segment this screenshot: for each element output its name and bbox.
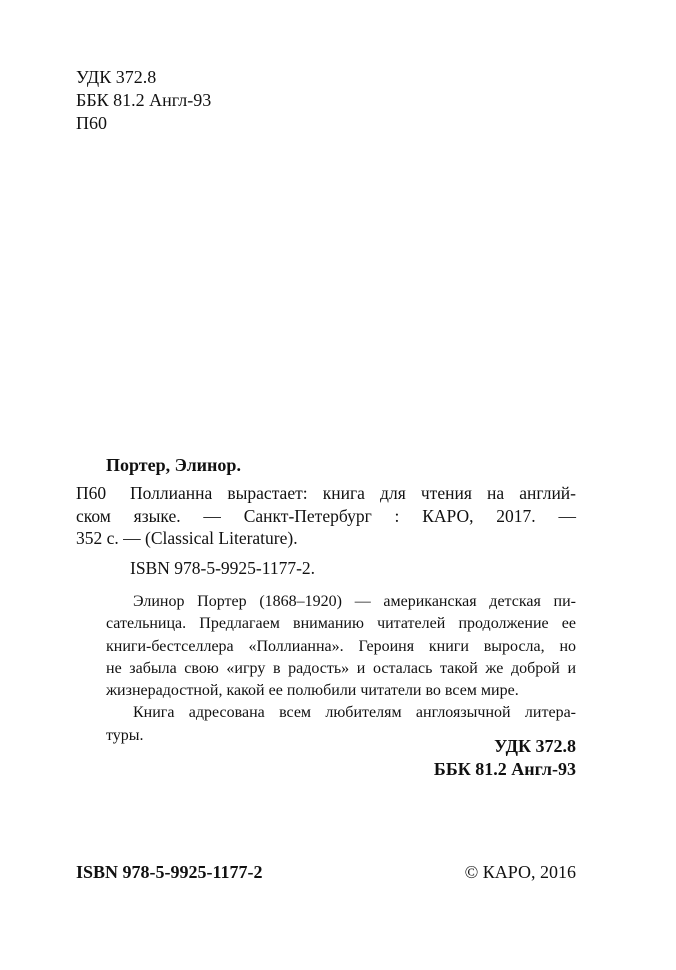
annotation-line: Книга адресована всем любителям англоязычной литера- bbox=[133, 704, 576, 722]
annotation-line: книги-бестселлера «Поллианна». Героиня книги выросла, но bbox=[106, 637, 576, 655]
annotation-line: Элинор Портер (1868–1920) — американская детская пи- bbox=[133, 593, 576, 610]
card-author-sign: П60 bbox=[76, 483, 107, 503]
udk-code: УДК 372.8 bbox=[76, 67, 157, 87]
card-isbn: ISBN 978-5-9925-1177-2. bbox=[130, 558, 316, 578]
description-line: 352 с. — (Classical Literature). bbox=[76, 528, 298, 549]
annotation-line: жизнерадостной, какой ее полюбили читатели во всем мире. bbox=[106, 682, 519, 700]
card-udk-code: УДК 372.8 bbox=[494, 736, 576, 756]
footer-isbn: ISBN 978-5-9925-1177-2 bbox=[76, 862, 263, 882]
annotation bbox=[106, 591, 576, 747]
bbk-code: ББК 81.2 Англ-93 bbox=[76, 90, 212, 110]
card-classification-codes bbox=[434, 735, 576, 781]
author-heading: Портер, Элинор. bbox=[106, 455, 241, 475]
author-sign: П60 bbox=[76, 113, 107, 133]
bibliographic-description bbox=[76, 482, 576, 550]
card-bbk-code: ББК 81.2 Англ-93 bbox=[433, 759, 576, 779]
annotation-line: туры. bbox=[106, 726, 144, 744]
annotation-line: не забыла свою «игру в радость» и осталась такой же доброй и bbox=[106, 659, 576, 677]
description-line: ском языке. — Санкт-Петербург : КАРО, 2017. — bbox=[76, 505, 576, 526]
annotation-line: сательница. Предлагаем вниманию читателей продолжение ее bbox=[106, 615, 576, 633]
description-line: Поллианна вырастает: книга для чтения на англий- bbox=[130, 483, 576, 503]
top-classification-codes bbox=[76, 66, 211, 135]
copyright-notice: © КАРО, 2016 bbox=[464, 862, 576, 882]
